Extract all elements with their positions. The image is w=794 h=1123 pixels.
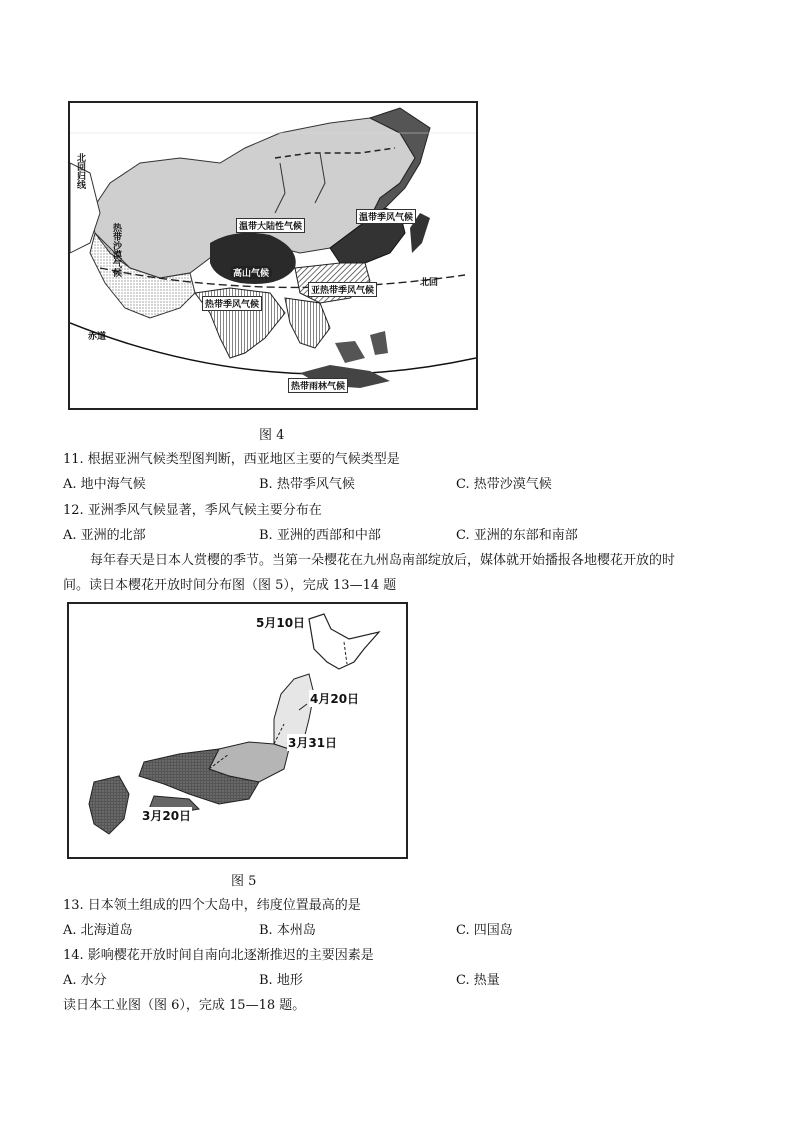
label-subtropical-monsoon: 亚热带季风气候	[308, 282, 377, 297]
q12-option-a[interactable]: A. 亚洲的北部	[63, 528, 146, 543]
q14-option-b[interactable]: B. 地形	[259, 973, 303, 988]
label-central-date: 3月31日	[288, 736, 338, 750]
equator-curve	[70, 323, 476, 374]
label-north-honshu-date: 4月20日	[310, 692, 360, 706]
label-tropic-of-cancer-left: 北回归线	[75, 153, 85, 189]
label-tropical-desert: 热带沙漠气候	[111, 223, 121, 277]
passage-line2: 间。读日本樱花开放时间分布图（图 5），完成 13—14 题	[63, 578, 397, 593]
q12-stem: 12. 亚洲季风气候显著，季风气候主要分布在	[63, 503, 322, 518]
q15-18-intro: 读日本工业图（图 6），完成 15—18 题。	[63, 998, 306, 1013]
label-plateau: 高山气候	[230, 266, 272, 279]
label-tropical-monsoon: 热带季风气候	[202, 296, 262, 311]
label-hokkaido-date: 5月10日	[256, 616, 306, 630]
q14-stem: 14. 影响樱花开放时间自南向北逐渐推迟的主要因素是	[63, 948, 374, 963]
asia-climate-map	[68, 101, 478, 410]
q14-option-c[interactable]: C. 热量	[456, 973, 500, 988]
q12-option-b[interactable]: B. 亚洲的西部和中部	[259, 528, 381, 543]
q13-stem: 13. 日本领土组成的四个大岛中，纬度位置最高的是	[63, 898, 361, 913]
q13-option-b[interactable]: B. 本州岛	[259, 923, 316, 938]
tropical-monsoon-indochina	[285, 298, 330, 348]
figure5-caption: 图 5	[231, 874, 257, 889]
label-south-date: 3月20日	[142, 809, 192, 823]
q11-option-c[interactable]: C. 热带沙漠气候	[456, 477, 552, 492]
q13-option-a[interactable]: A. 北海道岛	[63, 923, 133, 938]
q14-option-a[interactable]: A. 水分	[63, 973, 107, 988]
label-tropical-rainforest: 热带雨林气候	[288, 378, 348, 393]
label-equator: 赤道	[88, 332, 107, 342]
japan-cherry-blossom-map	[67, 602, 408, 859]
q13-option-c[interactable]: C. 四国岛	[456, 923, 513, 938]
kyushu	[89, 776, 129, 834]
label-temperate-monsoon: 温带季风气候	[356, 209, 416, 224]
japan-map-graphic	[69, 604, 406, 857]
q11-option-b[interactable]: B. 热带季风气候	[259, 477, 355, 492]
label-tropic-of-cancer-right: 北回	[420, 278, 439, 288]
asia-map-graphic	[70, 103, 476, 408]
q11-stem: 11. 根据亚洲气候类型图判断，西亚地区主要的气候类型是	[63, 452, 400, 467]
passage-line1: 每年春天是日本人赏樱的季节。当第一朵樱花在九州岛南部绽放后，媒体就开始播报各地樱花开放的时	[90, 553, 676, 568]
label-temperate-continental: 温带大陆性气候	[236, 218, 305, 233]
figure4-caption: 图 4	[259, 428, 285, 443]
q12-option-c[interactable]: C. 亚洲的东部和南部	[456, 528, 578, 543]
q11-option-a[interactable]: A. 地中海气候	[63, 477, 146, 492]
hokkaido	[309, 614, 379, 669]
